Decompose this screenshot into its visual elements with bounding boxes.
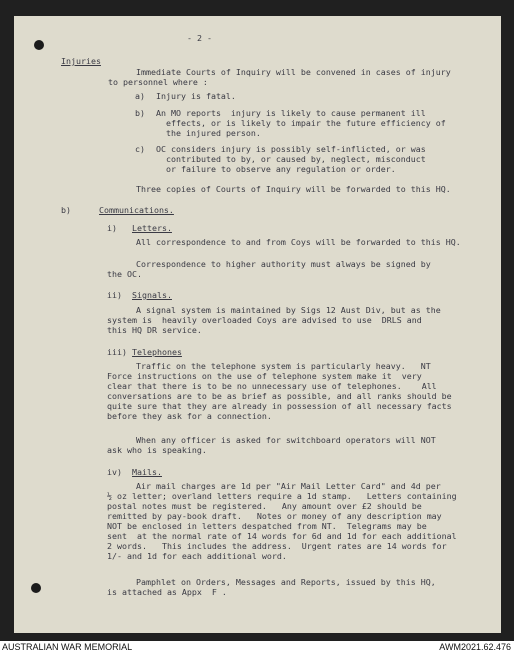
signals-heading: Signals. bbox=[132, 290, 172, 300]
mails-text: 1/- and 1d for each additional word. bbox=[107, 551, 287, 561]
signals-marker: ii) bbox=[107, 290, 122, 300]
archive-reference: AWM2021.62.476 bbox=[439, 642, 511, 652]
letters-heading: Letters. bbox=[132, 223, 172, 233]
telephones-text: clear that there is to be no unnecessary use of telephones. All bbox=[107, 381, 437, 391]
injury-item-text: OC considers injury is possibly self-inflicted, or was bbox=[156, 144, 426, 154]
telephones-heading: Telephones bbox=[132, 347, 182, 357]
injury-item-marker: c) bbox=[135, 144, 145, 154]
mails-text: 2 words. This includes the address. Urgent rates are 14 words for bbox=[107, 541, 447, 551]
punch-hole-bottom bbox=[31, 583, 41, 593]
telephones-text: quite sure that they are already in possession of all necessary facts bbox=[107, 401, 452, 411]
signals-text: system is heavily overloaded Coys are advised to use DRLS and bbox=[107, 315, 422, 325]
injury-item-text: or failure to observe any regulation or order. bbox=[166, 164, 396, 174]
injury-item-text: Injury is fatal. bbox=[156, 91, 236, 101]
mails-text: ½ oz letter; overland letters require a 1d stamp. Letters containing bbox=[107, 491, 457, 501]
archive-name: AUSTRALIAN WAR MEMORIAL bbox=[2, 642, 133, 652]
telephones-text: Traffic on the telephone system is particularly heavy. NT bbox=[136, 361, 431, 371]
injury-item-marker: a) bbox=[135, 91, 145, 101]
signals-text: A signal system is maintained by Sigs 12 Aust Div, but as the bbox=[136, 305, 441, 315]
telephones-text: Force instructions on the use of telephone system make it very bbox=[107, 371, 422, 381]
injury-item-text: contributed to by, or caused by, neglect, misconduct bbox=[166, 154, 426, 164]
injury-item-text: An MO reports injury is likely to cause permanent ill bbox=[156, 108, 426, 118]
telephones-marker: iii) bbox=[107, 347, 127, 357]
punch-hole-top bbox=[34, 40, 44, 50]
pamphlet-text: Pamphlet on Orders, Messages and Reports, issued by this HQ, bbox=[136, 577, 436, 587]
letters-marker: i) bbox=[107, 223, 117, 233]
telephones-text: before they ask for a connection. bbox=[107, 411, 272, 421]
signals-text: this HQ DR service. bbox=[107, 325, 202, 335]
switchboard-text: When any officer is asked for switchboard operators will NOT bbox=[136, 435, 436, 445]
mails-text: postal notes must be registered. Any amount over £2 should be bbox=[107, 501, 422, 511]
mails-heading: Mails. bbox=[132, 467, 162, 477]
injury-item-text: effects, or is likely to impair the future efficiency of bbox=[166, 118, 446, 128]
injuries-heading: Injuries bbox=[61, 56, 101, 66]
injuries-intro-line: Immediate Courts of Inquiry will be convened in cases of injury bbox=[136, 67, 451, 77]
injury-item-marker: b) bbox=[135, 108, 145, 118]
pamphlet-text: is attached as Appx F . bbox=[107, 587, 227, 597]
document-page bbox=[14, 16, 501, 633]
letters-text: Correspondence to higher authority must always be signed by bbox=[136, 259, 431, 269]
telephones-text: conversations are to be as brief as possible, and all ranks should be bbox=[107, 391, 452, 401]
page-number: - 2 - bbox=[187, 33, 212, 43]
letters-text: the OC. bbox=[107, 269, 142, 279]
archive-footer bbox=[0, 641, 514, 653]
mails-text: sent at the normal rate of 14 words for 6d and 1d for each additional bbox=[107, 531, 457, 541]
mails-text: Air mail charges are 1d per "Air Mail Letter Card" and 4d per bbox=[136, 481, 441, 491]
mails-marker: iv) bbox=[107, 467, 122, 477]
injuries-intro-line: to personnel where : bbox=[108, 77, 208, 87]
injury-item-text: the injured person. bbox=[166, 128, 261, 138]
mails-text: remitted by pay-book draft. Notes or money of any description may bbox=[107, 511, 442, 521]
communications-marker: b) bbox=[61, 205, 71, 215]
letters-text: All correspondence to and from Coys will be forwarded to this HQ. bbox=[136, 237, 461, 247]
switchboard-text: ask who is speaking. bbox=[107, 445, 207, 455]
mails-text: NOT be enclosed in letters despatched from NT. Telegrams may be bbox=[107, 521, 427, 531]
communications-heading: Communications. bbox=[99, 205, 174, 215]
injuries-copies: Three copies of Courts of Inquiry will be forwarded to this HQ. bbox=[136, 184, 451, 194]
